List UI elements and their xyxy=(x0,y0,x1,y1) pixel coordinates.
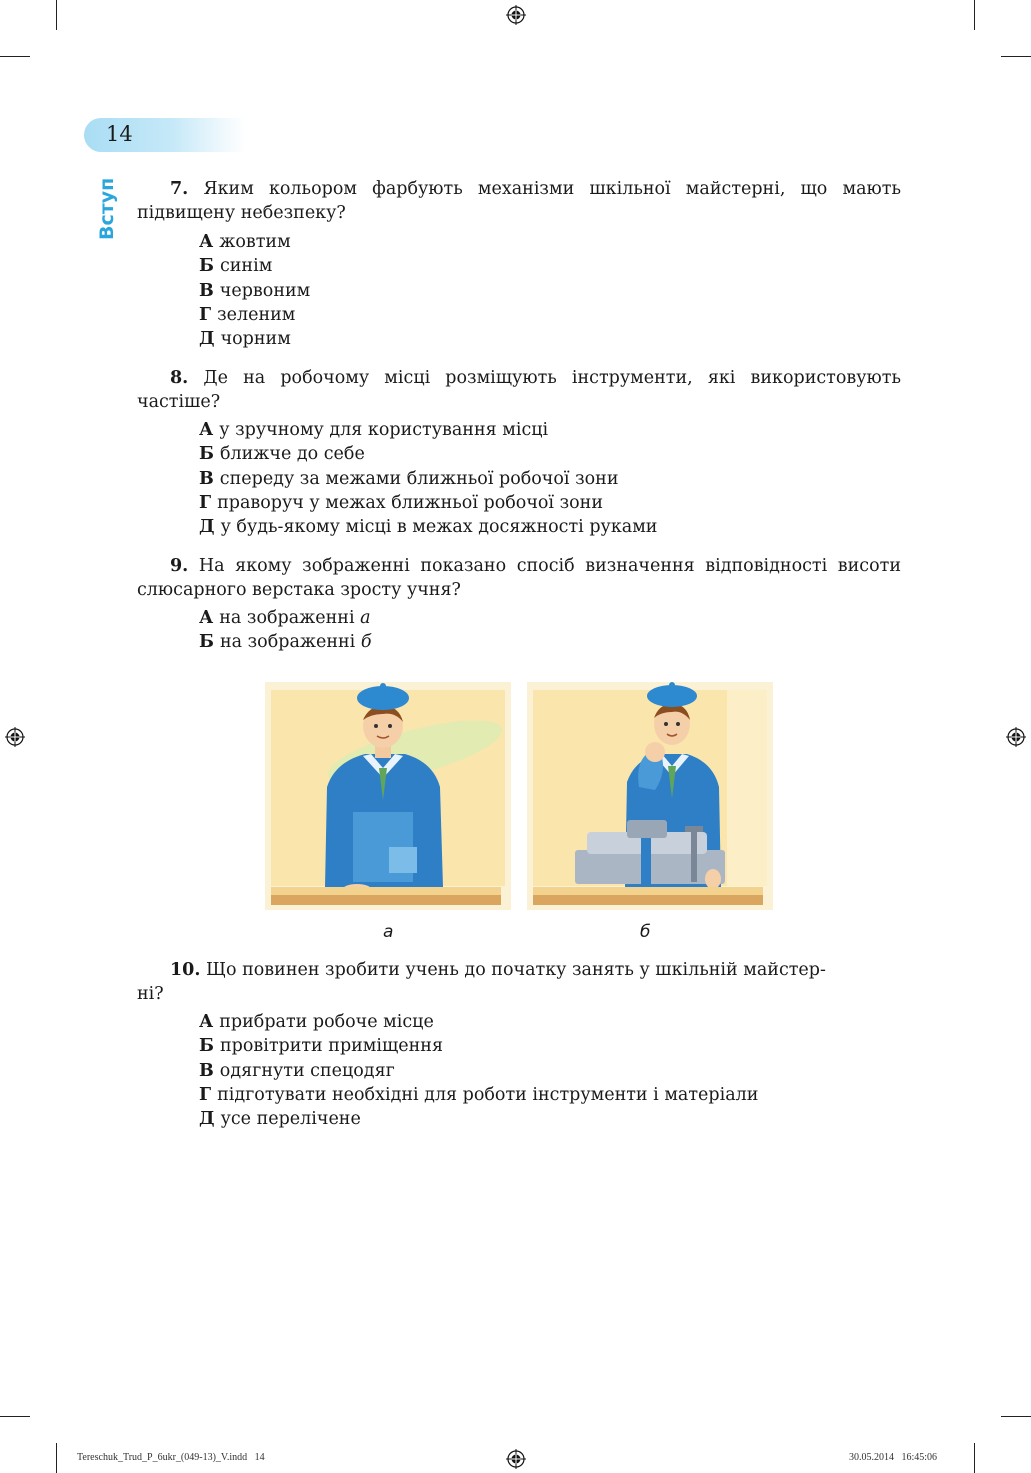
crop-mark xyxy=(974,1443,975,1473)
question-number: 8. xyxy=(170,368,189,388)
question-number: 10. xyxy=(170,960,201,980)
crop-mark xyxy=(56,1443,57,1473)
question-9 xyxy=(137,554,901,602)
option: Б провітрити приміщення xyxy=(199,1036,444,1057)
question-text: Що повинен зробити учень до початку занять у шкільній майстер- xyxy=(206,960,826,980)
option: А прибрати робоче місце xyxy=(199,1012,434,1032)
option: Б на зображенні б xyxy=(199,632,372,653)
option: А жовтим xyxy=(199,232,291,252)
illustration-b xyxy=(527,682,773,910)
option: Б синім xyxy=(199,256,273,277)
option: Д у будь-якому місці в межах досяжності руками xyxy=(199,517,658,538)
options-9 xyxy=(199,606,372,655)
question-10 xyxy=(137,958,901,1006)
crop-mark xyxy=(1001,1416,1031,1417)
crop-mark xyxy=(0,56,30,57)
registration-mark-icon xyxy=(506,1449,526,1469)
question-7 xyxy=(137,177,901,225)
registration-mark-icon xyxy=(1006,727,1026,747)
option: А у зручному для користування місці xyxy=(199,420,549,440)
crop-mark xyxy=(974,0,975,30)
caption-a: а xyxy=(383,922,394,942)
question-number: 9. xyxy=(170,556,189,576)
crop-mark xyxy=(0,1416,30,1417)
question-8 xyxy=(137,366,901,414)
footer-file: Tereschuk_Trud_P_6ukr_(049-13)_V.indd 14 xyxy=(77,1452,265,1463)
option: А на зображенні а xyxy=(199,608,371,628)
option: Д усе перелічене xyxy=(199,1109,361,1130)
options-7 xyxy=(199,230,310,351)
question-text-continued: ні? xyxy=(137,984,164,1004)
crop-mark xyxy=(56,0,57,30)
option: В спереду за межами ближньої робочої зони xyxy=(199,468,619,489)
crop-mark xyxy=(1001,56,1031,57)
options-8 xyxy=(199,418,657,539)
question-text: Де на робочому місці розміщують інструменти, які використовують частіше? xyxy=(137,368,901,412)
footer-datetime: 30.05.2014 16:45:06 xyxy=(849,1452,938,1463)
registration-mark-icon xyxy=(5,727,25,747)
question-text: Яким кольором фарбують механізми шкільної майстерні, що мають підвищену небезпеку? xyxy=(137,179,901,223)
option: Г підготувати необхідні для роботи інструменти і матеріали xyxy=(199,1084,759,1105)
options-10 xyxy=(199,1010,758,1131)
option: В одягнути спецодяг xyxy=(199,1060,395,1081)
option: В червоним xyxy=(199,280,311,301)
illustration-a xyxy=(265,682,511,910)
registration-mark-icon xyxy=(506,5,526,25)
option: Д чорним xyxy=(199,329,291,350)
caption-b: б xyxy=(640,922,651,942)
option: Б ближче до себе xyxy=(199,444,365,465)
option: Г праворуч у межах ближньої робочої зони xyxy=(199,492,603,513)
question-number: 7. xyxy=(170,179,189,199)
page-number: 14 xyxy=(106,122,133,146)
section-label: Вступ xyxy=(96,177,118,240)
option: Г зеленим xyxy=(199,304,296,325)
question-text: На якому зображенні показано спосіб визначення відповідності висоти слюсарного верстака зросту учня? xyxy=(137,556,901,600)
